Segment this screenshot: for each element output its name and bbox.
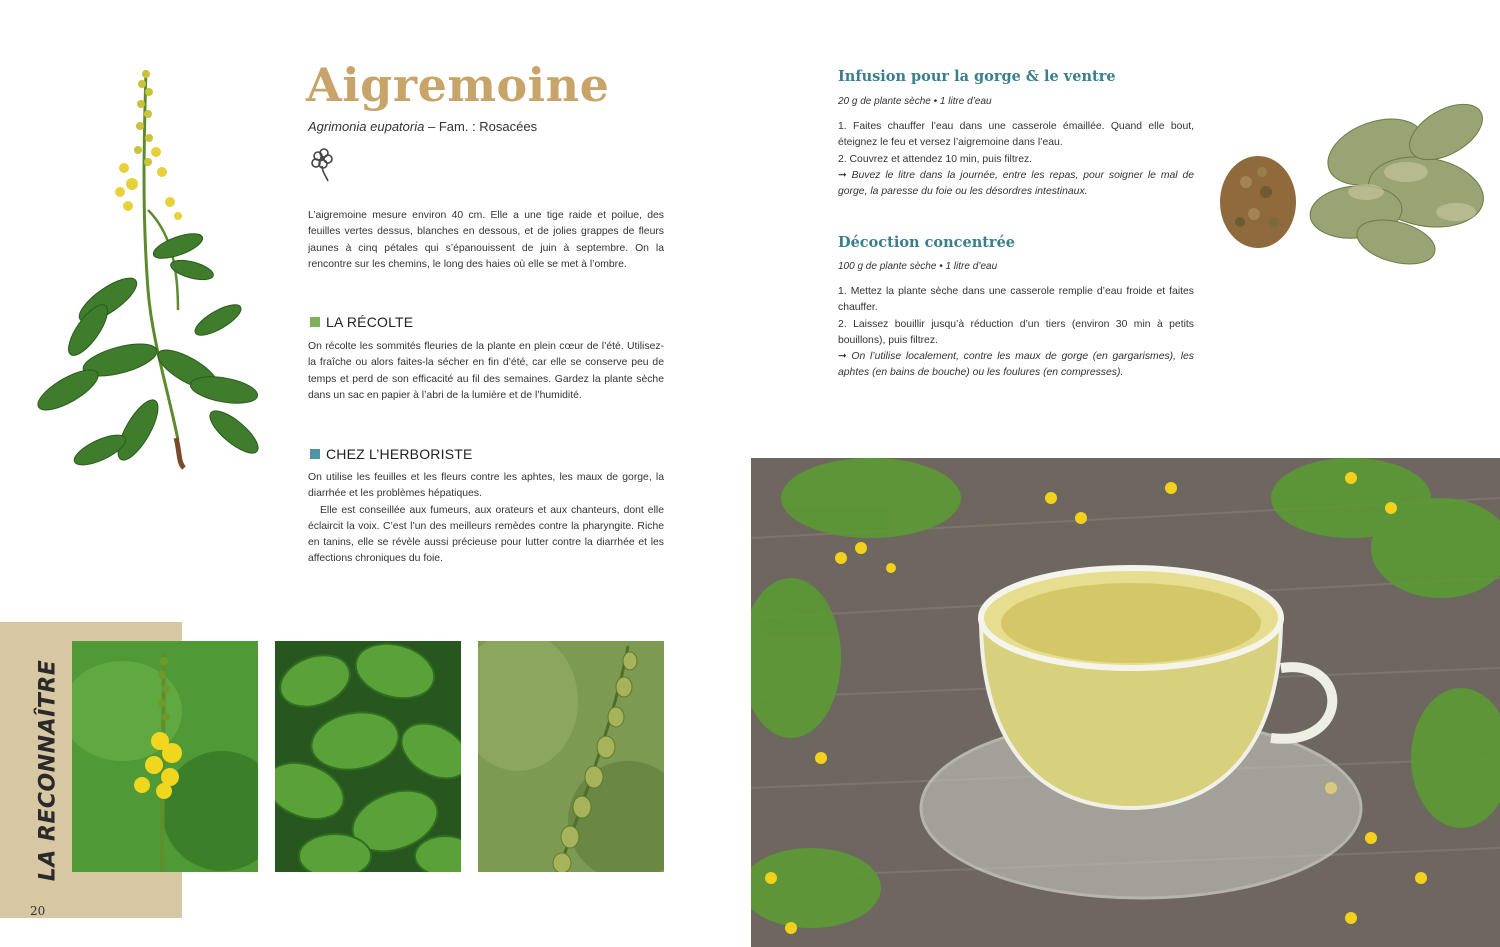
section-title: CHEZ L’HERBORISTE: [326, 446, 473, 462]
seed-spike-photo: [478, 641, 664, 872]
section-heading-herboriste: [310, 446, 473, 462]
recipe-step: 1. Faites chauffer l’eau dans une casserole émaillée. Quand elle bout, éteignez le feu et versez l’aigremoine dans l’eau.: [838, 121, 1194, 149]
flower-spike-photo: [72, 641, 258, 872]
recognition-label-text: LA RECONNAÎTRE: [35, 659, 61, 881]
recipe-note: ➞ On l’utilise localement, contre les maux de gorge (en gargarismes), les aphtes (en bains de bouche) ou les foulures (en compresses).: [838, 351, 1194, 379]
recipe-title: Décoction concentrée: [838, 234, 1016, 251]
plant-subtitle: [308, 119, 537, 134]
latin-name: Agrimonia eupatoria: [308, 119, 425, 134]
section-heading-recolte: [310, 314, 413, 330]
dried-herb-image: [1216, 92, 1500, 278]
recipe-dose: 100 g de plante sèche • 1 litre d’eau: [838, 261, 998, 272]
agrimony-illustration: [28, 60, 278, 470]
herboriste-paragraph: Elle est conseillée aux fumeurs, aux orateurs et aux chanteurs, dont elle éclaircit la voix. C’est l’un des meilleurs remèdes contre la pharyngite. Riche en tanins, elle se révèle aussi précieuse pour lutter contre la diarrhée et les affections chroniques du foie.: [308, 504, 664, 565]
recipe-step: 2. Laissez bouillir jusqu’à réduction d’un tiers (environ 30 min à petits bouillons), puis filtrez.: [838, 318, 1194, 346]
section-marker: [310, 449, 320, 459]
recipe-title: Infusion pour la gorge & le ventre: [838, 68, 1116, 85]
recipe-step: 1. Mettez la plante sèche dans une casserole remplie d’eau froide et faites chauffer.: [838, 286, 1194, 314]
section-title: LA RÉCOLTE: [326, 314, 414, 330]
page-title: Aigremoine: [306, 58, 610, 112]
section-marker: [310, 317, 320, 327]
flower-icon: [308, 146, 336, 182]
recipe-note: ➞ Buvez le litre dans la journée, entre les repas, pour soigner le mal de gorge, la paresse du foie ou les désordres intestinaux.: [838, 169, 1194, 198]
page-number: 20: [30, 904, 46, 918]
herboriste-text: [308, 470, 664, 568]
recipe-body: [838, 119, 1194, 200]
recolte-paragraph: On récolte les sommités fleuries de la plante en plein cœur de l’été. Utilisez-la fraîche ou alors faites-la sécher en fin d’été, car elle se conserve peu de temps et perd de son efficacité au fil des semaines. Gardez la plante sèche dans un sac en papier à l’abri de la lumière et de l’humidité.: [308, 341, 664, 401]
intro-paragraph: L’aigremoine mesure environ 40 cm. Elle a une tige raide et poilue, des feuilles vertes dessus, blanches en dessous, et de jolies grappes de fleurs jaunes à cinq pétales qui s’épanouissent de juin à septembre. On la rencontre sur les chemins, le long des haies où elle se met à l’ombre.: [308, 210, 664, 270]
recipe-step: 2. Couvrez et attendez 10 min, puis filtrez.: [838, 153, 1033, 165]
herbal-tea-photo: [751, 458, 1500, 947]
leaves-photo: [275, 641, 461, 872]
herboriste-paragraph: On utilise les feuilles et les fleurs contre les aphtes, les maux de gorge, la diarrhée et les problèmes hépatiques.: [308, 472, 664, 500]
recognition-label: [26, 650, 70, 890]
recipe-dose: 20 g de plante sèche • 1 litre d’eau: [838, 96, 992, 107]
recipe-body: [838, 284, 1194, 382]
plant-family: – Fam. : Rosacées: [427, 119, 538, 134]
